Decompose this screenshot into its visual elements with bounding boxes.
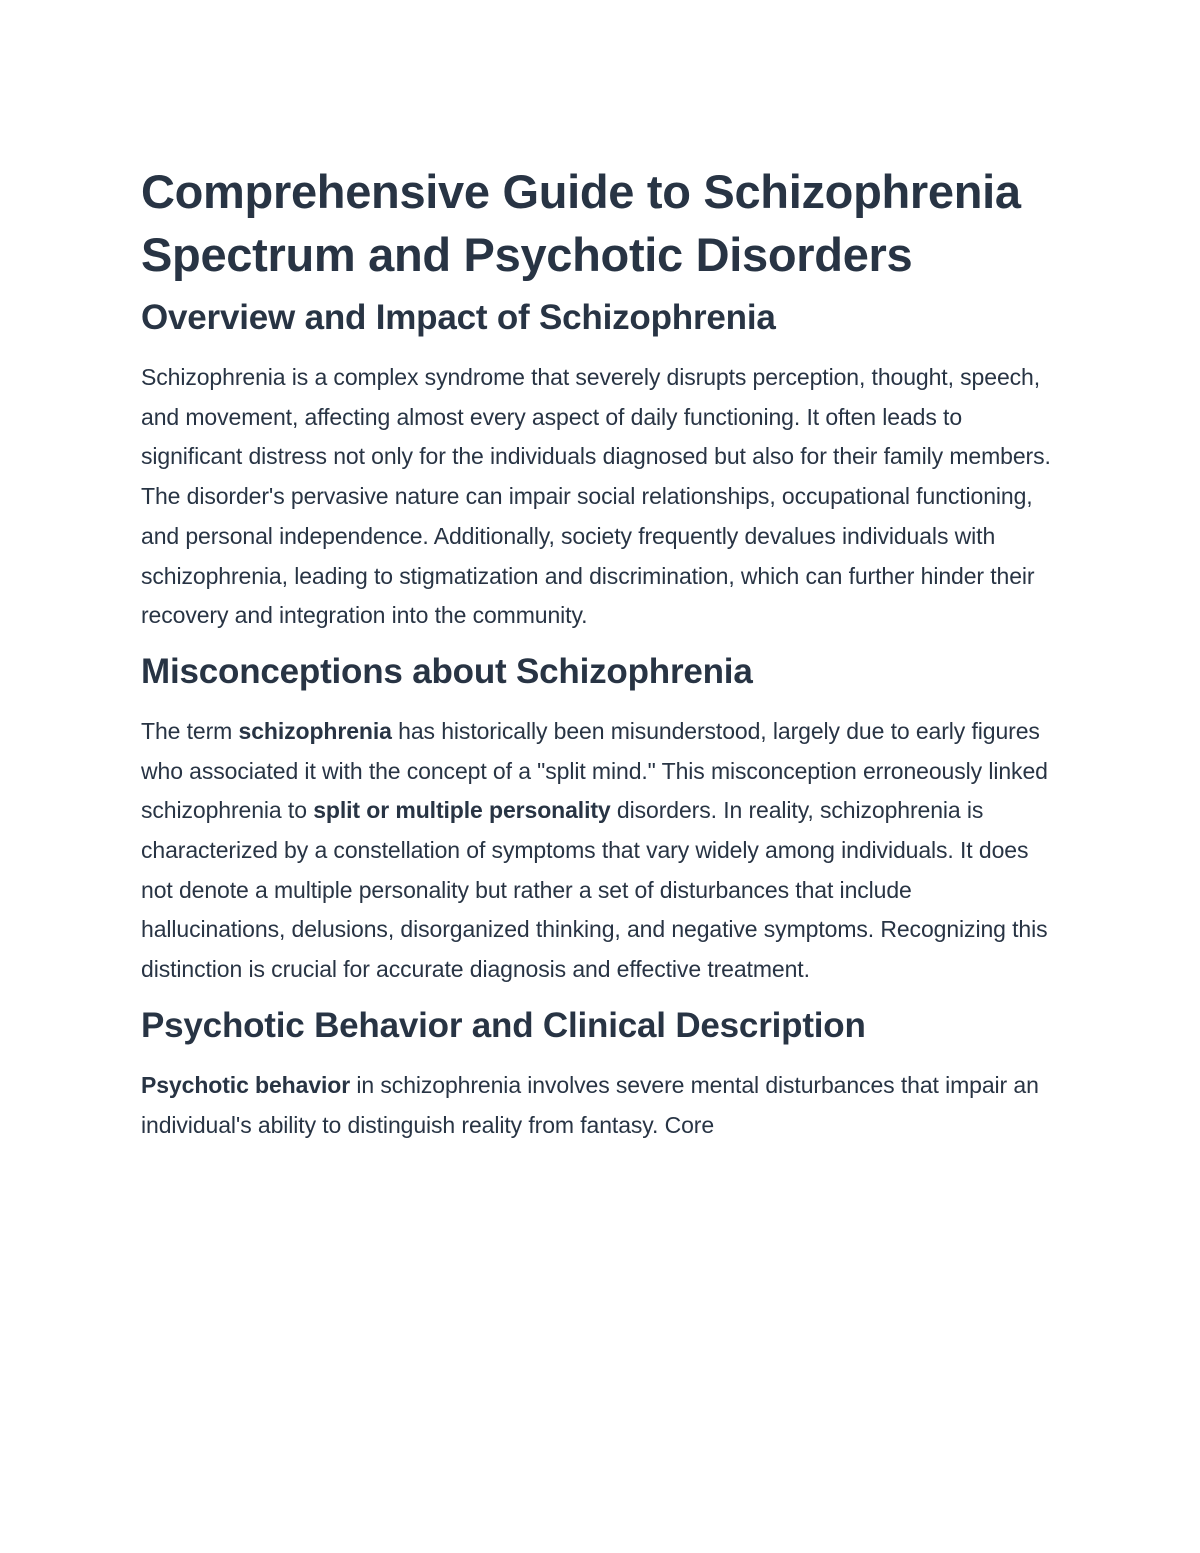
text-segment: disorders. In reality, schizophrenia is characterized by a constellation of symptoms that vary widely among individuals. It does not denote a multiple personality but rather a set of disturbances that include hallucinations, delusions, disorganized thinking, and negative symptoms. Recognizing this distinction is crucial for accurate diagnosis and effective treatment. [141,797,1048,983]
section-heading-misconceptions: Misconceptions about Schizophrenia [141,651,753,691]
section-heading-psychotic-behavior: Psychotic Behavior and Clinical Description [141,1005,866,1045]
bold-term: split or multiple personality [313,797,611,824]
document-page [141,160,1061,1159]
section-psychotic-behavior [141,1004,1061,1145]
document-title: Comprehensive Guide to Schizophrenia Spectrum and Psychotic Disorders [141,165,1021,281]
bold-term: Psychotic behavior [141,1071,351,1098]
text-segment: has historically been misunderstood, largely due to early figures who associated it with the concept of a "split mind." This misconception erroneously linked schizophrenia to [141,717,1048,824]
section-heading-overview: Overview and Impact of Schizophrenia [141,298,776,337]
section-overview [141,296,1061,636]
bold-term: schizophrenia [238,717,392,744]
misconceptions-paragraph [141,712,1061,990]
text-segment: in schizophrenia involves severe mental disturbances that impair an individual's ability to distinguish reality from fantasy. Core [141,1071,1039,1138]
overview-paragraph: Schizophrenia is a complex syndrome that severely disrupts perception, thought, speech, and movement, affecting almost every aspect of daily functioning. It often leads to significant distress not only for the individuals diagnosed but also for their family members. The disorder's pervasive nature can impair social relationships, occupational functioning, and personal independence. Additionally, society frequently devalues individuals with schizophrenia, leading to stigmatization and discrimination, which can further hinder their recovery and integration into the community. [141,364,1051,629]
text-segment: The term [141,717,239,744]
section-misconceptions [141,650,1061,990]
psychotic-behavior-paragraph [141,1066,1061,1145]
